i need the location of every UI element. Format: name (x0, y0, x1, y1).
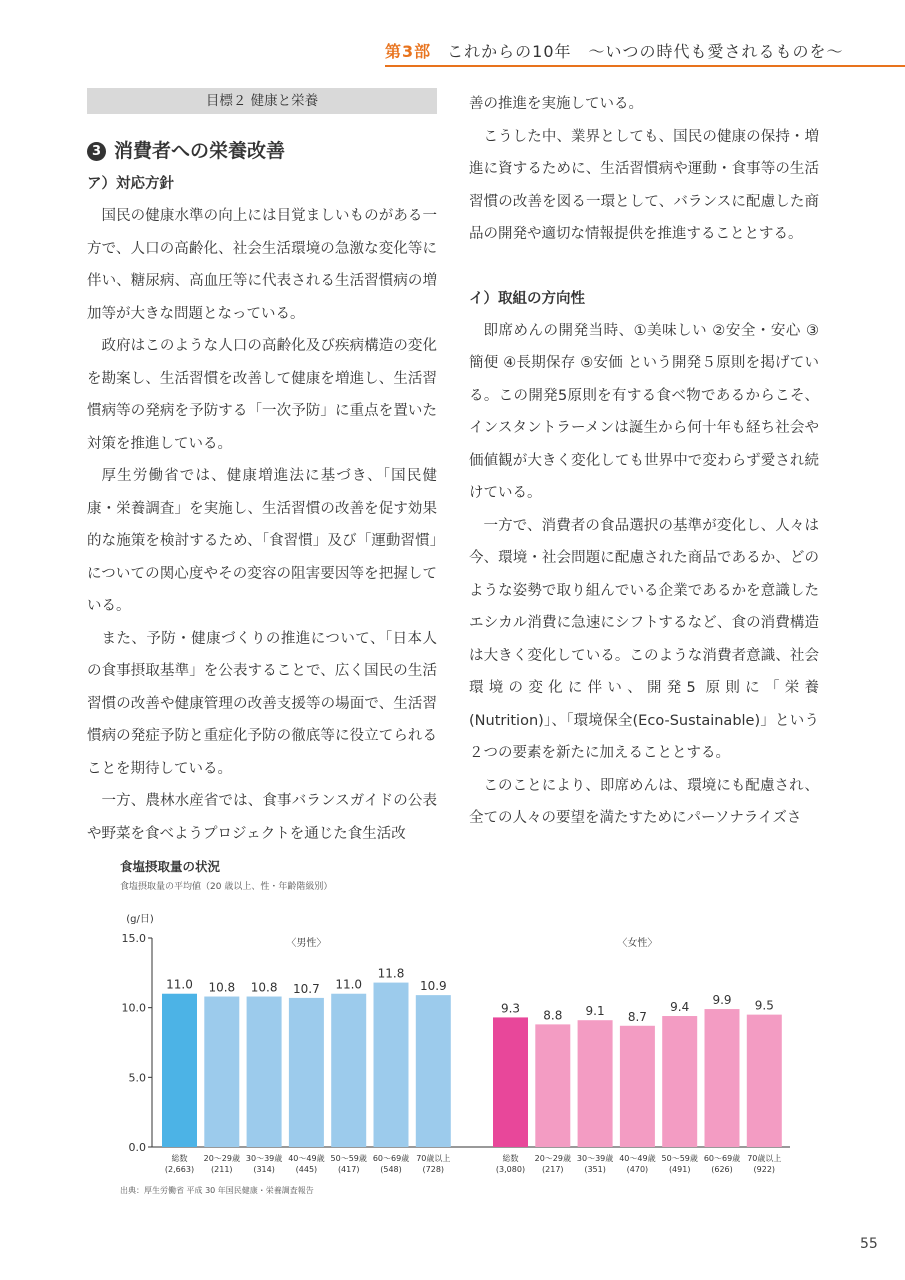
header-part: 第3部 (385, 42, 432, 61)
paragraph: 即席めんの開発当時、①美味しい ②安全・安心 ③簡便 ④長期保存 ⑤安価 という開発５原則を掲げている。この開発5原則を有する食べ物であるからこそ、インスタントラーメンは誕生から何十年も経ち社会や価値観が大きく変化しても世界中で変わらず愛され続けている。 (469, 322, 819, 501)
y-tick-label: 0.0 (128, 1141, 146, 1154)
data-label: 9.4 (670, 1000, 690, 1015)
category-label: 20～29歳 (203, 1154, 240, 1163)
category-count: (491) (668, 1165, 691, 1174)
chart-source: 出典：厚生労働省 平成 30 年国民健康・栄養調査報告 (120, 1186, 314, 1195)
y-tick-label: 5.0 (128, 1071, 146, 1085)
data-label: 9.1 (585, 1004, 605, 1019)
category-label: 総数 (502, 1154, 519, 1163)
category-label: 30～39歳 (245, 1154, 283, 1163)
data-label: 9.9 (712, 993, 732, 1008)
category-count: (626) (711, 1165, 733, 1174)
paragraph-continued: 善の推進を実施している。 (469, 96, 643, 112)
category-count: (728) (422, 1165, 445, 1174)
bar (493, 1017, 528, 1147)
bar (620, 1026, 655, 1147)
bar (705, 1009, 740, 1147)
data-label: 10.8 (250, 980, 278, 995)
paragraph: 政府はこのような人口の高齢化及び疾病構造の変化を勘案し、生活習慣を改善して健康を増進し、生活習慣病等の発病を予防する「一次予防」に重点を置いた対策を推進している。 (87, 338, 437, 452)
data-label: 9.3 (500, 1001, 521, 1016)
page-number: 55 (860, 1236, 878, 1252)
subsection-title-i: イ）取組の方向性 (469, 290, 585, 307)
bar (578, 1020, 613, 1147)
section-title-text: 消費者への栄養改善 (114, 140, 286, 162)
group-label: 〈男性〉 (286, 938, 327, 949)
data-label: 10.8 (208, 980, 236, 995)
category-count: (211) (211, 1165, 233, 1174)
data-label: 11.0 (166, 977, 193, 992)
header-title: これからの10年 ～いつの時代も愛されるものを～ (447, 42, 844, 61)
bar (331, 994, 366, 1147)
y-axis-label: (g/日) (126, 914, 154, 925)
category-count: (922) (753, 1165, 776, 1174)
category-label: 70歳以上 (416, 1154, 451, 1163)
category-count: (470) (626, 1165, 649, 1174)
bar (247, 997, 282, 1147)
bar (162, 994, 197, 1147)
bar (662, 1016, 697, 1147)
category-count: (351) (584, 1165, 606, 1174)
data-label: 11.0 (335, 977, 363, 992)
category-label: 60～69歳 (703, 1154, 741, 1163)
paragraph: 国民の健康水準の向上には目覚ましいものがある一方で、人口の高齢化、社会生活環境の急激な変化等に伴い、糖尿病、高血圧等に代表される生活習慣病の増加等が大きな問題となっている。 (87, 208, 437, 322)
category-count: (2,663) (164, 1165, 195, 1174)
paragraph: こうした中、業界としても、国民の健康の保持・増進に資するために、生活習慣病や運動・食事等の生活習慣の改善を図る一環として、バランスに配慮した商品の開発や適切な情報提供を推進することとする。 (469, 128, 819, 242)
chart-subtitle: 食塩摂取量の平均値（20 歳以上、性・年齢階級別） (120, 882, 333, 892)
category-label: 総数 (171, 1154, 188, 1163)
data-label: 8.8 (543, 1008, 563, 1023)
paragraph: また、予防・健康づくりの推進について、「日本人の食事摂取基準」を公表することで、広く国民の生活習慣の改善や健康管理の改善支援等の場面で、生活習慣病の発症予防と重症化予防の徹底等に役立てられることを期待している。 (87, 630, 437, 777)
category-count: (3,080) (495, 1165, 526, 1174)
bar (747, 1015, 782, 1147)
bar (289, 998, 324, 1147)
data-label: 10.9 (419, 979, 447, 994)
bar (535, 1024, 570, 1147)
data-label: 10.7 (293, 981, 320, 996)
bar (416, 995, 451, 1147)
category-label: 40～49歳 (288, 1154, 325, 1163)
paragraph: 一方、農林水産省では、食事バランスガイドの公表や野菜を食べようプロジェクトを通じた食生活改 (87, 793, 437, 842)
paragraph: このことにより、即席めんは、環境にも配慮され、全ての人々の要望を満たすためにパーソナライズさ (469, 777, 819, 826)
category-count: (548) (380, 1165, 402, 1174)
category-label: 70歳以上 (747, 1154, 782, 1163)
data-label: 8.7 (627, 1009, 647, 1024)
section-number-icon: 3 (87, 142, 106, 161)
category-count: (445) (295, 1165, 318, 1174)
subsection-title-a: ア）対応方針 (87, 176, 174, 192)
category-count: (217) (542, 1165, 564, 1174)
category-count: (417) (337, 1165, 360, 1174)
category-count: (314) (253, 1165, 275, 1174)
group-label: 〈女性〉 (617, 938, 658, 949)
category-label: 50～59歳 (330, 1154, 367, 1163)
data-label: 9.5 (754, 998, 774, 1013)
goal-box: 目標２ 健康と栄養 (87, 88, 437, 114)
category-label: 60～69歳 (372, 1154, 410, 1163)
category-label: 40～49歳 (619, 1154, 656, 1163)
category-label: 50～59歳 (661, 1154, 698, 1163)
chart-title: 食塩摂取量の状況 (120, 859, 221, 874)
y-tick-label: 10.0 (121, 1001, 146, 1015)
paragraph: 一方で、消費者の食品選択の基準が変化し、人々は今、環境・社会問題に配慮された商品であるか、どのような姿勢で取り組んでいる企業であるかを意識したエシカル消費に急速にシフトするなど、食の消費構造は大きく変化している。このような消費者意識、社会環境の変化に伴い、開発5 原則に「栄養(Nutrition)」、「環境保全(Eco-Sustainable)」という２つの要素を新たに加えることとする。 (469, 517, 819, 761)
category-label: 20～29歳 (534, 1154, 571, 1163)
bar (204, 997, 239, 1147)
paragraph: 厚生労働省では、健康増進法に基づき、「国民健康・栄養調査」を実施し、生活習慣の改善を促す効果的な施策を検討するため、「食習慣」及び「運動習慣」についての関心度やその変容の阻害要因等を把握している。 (87, 468, 437, 614)
bar (374, 983, 409, 1147)
y-tick-label: 15.0 (121, 932, 146, 945)
category-label: 30～39歳 (576, 1154, 614, 1163)
data-label: 11.8 (377, 966, 405, 981)
